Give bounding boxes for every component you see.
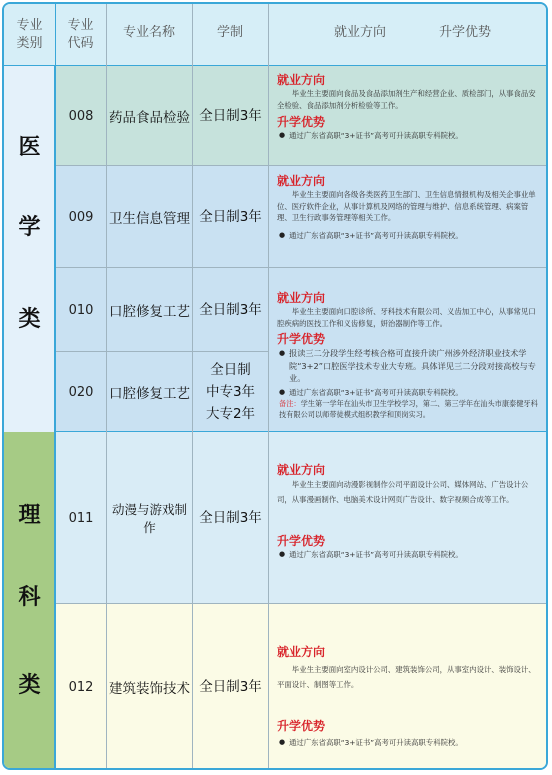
note-text: 学生第一学年在汕头市卫生学校学习，第二、第三学年在汕头市康泰健牙科技有限公司以师带徒模式组织教学和顶岗实习。 bbox=[279, 399, 538, 419]
career-title: 就业方向 bbox=[277, 73, 326, 87]
row-code: 011 bbox=[68, 510, 94, 526]
row-duration: 全日制3年 bbox=[199, 108, 262, 124]
career-text: 毕业生主要面向各级各类医药卫生部门、卫生信息情报机构及相关企事业单位、医疗软件企业，从事计算机及网络的管理与维护、信息系统管理、病案管理、卫生行政事务管理等相关工作。 bbox=[277, 190, 536, 222]
further-title: 升学优势 bbox=[277, 332, 326, 346]
category-medical-char-1: 医 bbox=[18, 134, 41, 160]
description-012 bbox=[269, 640, 546, 766]
further-bullet: ● 通过广东省高职“3+证书”高考可升读高职专科院校。 bbox=[277, 230, 540, 242]
row-code: 009 bbox=[68, 209, 94, 225]
description-010-020 bbox=[269, 286, 546, 432]
category-science-char-2: 科 bbox=[18, 584, 41, 610]
description-009 bbox=[269, 169, 546, 267]
career-text: 毕业生主要面向口腔诊所、牙科技术有限公司、义齿加工中心，从事常见口腔疾病的医技工作和义齿修复，妍治器制作等工作。 bbox=[277, 307, 536, 328]
note bbox=[277, 398, 540, 420]
row-name: 建筑装饰技术 bbox=[109, 681, 190, 697]
row-name: 口腔修复工艺 bbox=[109, 386, 190, 402]
note-label: 备注： bbox=[279, 399, 301, 408]
row-code: 010 bbox=[68, 302, 94, 318]
program-table bbox=[2, 2, 548, 770]
category-medical-char-3: 类 bbox=[18, 306, 41, 332]
row-duration bbox=[193, 352, 268, 432]
career-text: 毕业生主要面向室内设计公司、建筑装饰公司，从事室内设计、装饰设计、平面设计、制图等工作。 bbox=[277, 665, 536, 689]
header-further: 升学优势 bbox=[439, 25, 492, 40]
header-category: 专业 类别 bbox=[16, 18, 43, 51]
category-science-char-3: 类 bbox=[18, 672, 41, 698]
row-code: 020 bbox=[68, 384, 94, 400]
category-science-char-1: 理 bbox=[18, 502, 41, 528]
career-text: 毕业生主要面向食品及食品添加剂生产和经营企业、质检部门，从事食品安全检验、食品添加剂分析检验等工作。 bbox=[277, 89, 536, 110]
row-name: 卫生信息管理 bbox=[109, 211, 190, 227]
further-bullet: ● 通过广东省高职“3+证书”高考可升读高职专科院校。 bbox=[277, 737, 540, 749]
header-duration: 学制 bbox=[216, 25, 243, 40]
career-title: 就业方向 bbox=[277, 645, 326, 659]
row-duration: 全日制3年 bbox=[199, 209, 262, 225]
further-bullet: ● 通过广东省高职“3+证书”高考可升读高职专科院校。 bbox=[277, 549, 540, 561]
header-code: 专业 代码 bbox=[67, 18, 94, 51]
further-bullet: ● 通过广东省高职“3+证书”高考可升读高职专科院校。 bbox=[277, 130, 540, 142]
further-bullet: ● 报读三二分段学生经考核合格可直接升读广州涉外经济职业技术学院“3+2”口腔医学技术专业大专班。具体详见三二分段对接高校与专业。 bbox=[277, 347, 540, 385]
further-title: 升学优势 bbox=[277, 719, 326, 733]
row-name: 口腔修复工艺 bbox=[109, 304, 190, 320]
row-duration: 全日制3年 bbox=[199, 510, 262, 526]
category-medical-cell bbox=[4, 66, 55, 432]
career-title: 就业方向 bbox=[277, 291, 326, 305]
row-duration: 全日制3年 bbox=[199, 302, 262, 318]
category-medical-char-2: 学 bbox=[18, 214, 41, 240]
description-008 bbox=[269, 68, 546, 164]
further-title: 升学优势 bbox=[277, 115, 326, 129]
duration-line: 全日制 bbox=[210, 362, 251, 378]
header-name: 专业名称 bbox=[122, 25, 175, 40]
header-career: 就业方向 bbox=[334, 25, 387, 40]
description-011 bbox=[269, 458, 546, 598]
career-title: 就业方向 bbox=[277, 463, 326, 477]
row-code: 008 bbox=[68, 108, 94, 124]
career-title: 就业方向 bbox=[277, 174, 326, 188]
row-name: 药品食品检验 bbox=[109, 110, 190, 126]
further-title: 升学优势 bbox=[277, 534, 326, 548]
further-bullet: ● 通过广东省高职“3+证书”高考可升读高职专科院校。 bbox=[277, 387, 540, 399]
duration-line: 中专3年 bbox=[205, 384, 256, 400]
row-duration: 全日制3年 bbox=[199, 679, 262, 695]
career-text: 毕业生主要面向动漫影视制作公司平面设计公司、媒体网站、广告设计公司，从事漫画制作、电脑美术设计网页广告设计、数字视频合成等工作。 bbox=[277, 480, 529, 504]
duration-line: 大专2年 bbox=[205, 406, 256, 422]
row-name: 动漫与游戏制作 bbox=[111, 502, 187, 535]
row-code: 012 bbox=[68, 679, 94, 695]
